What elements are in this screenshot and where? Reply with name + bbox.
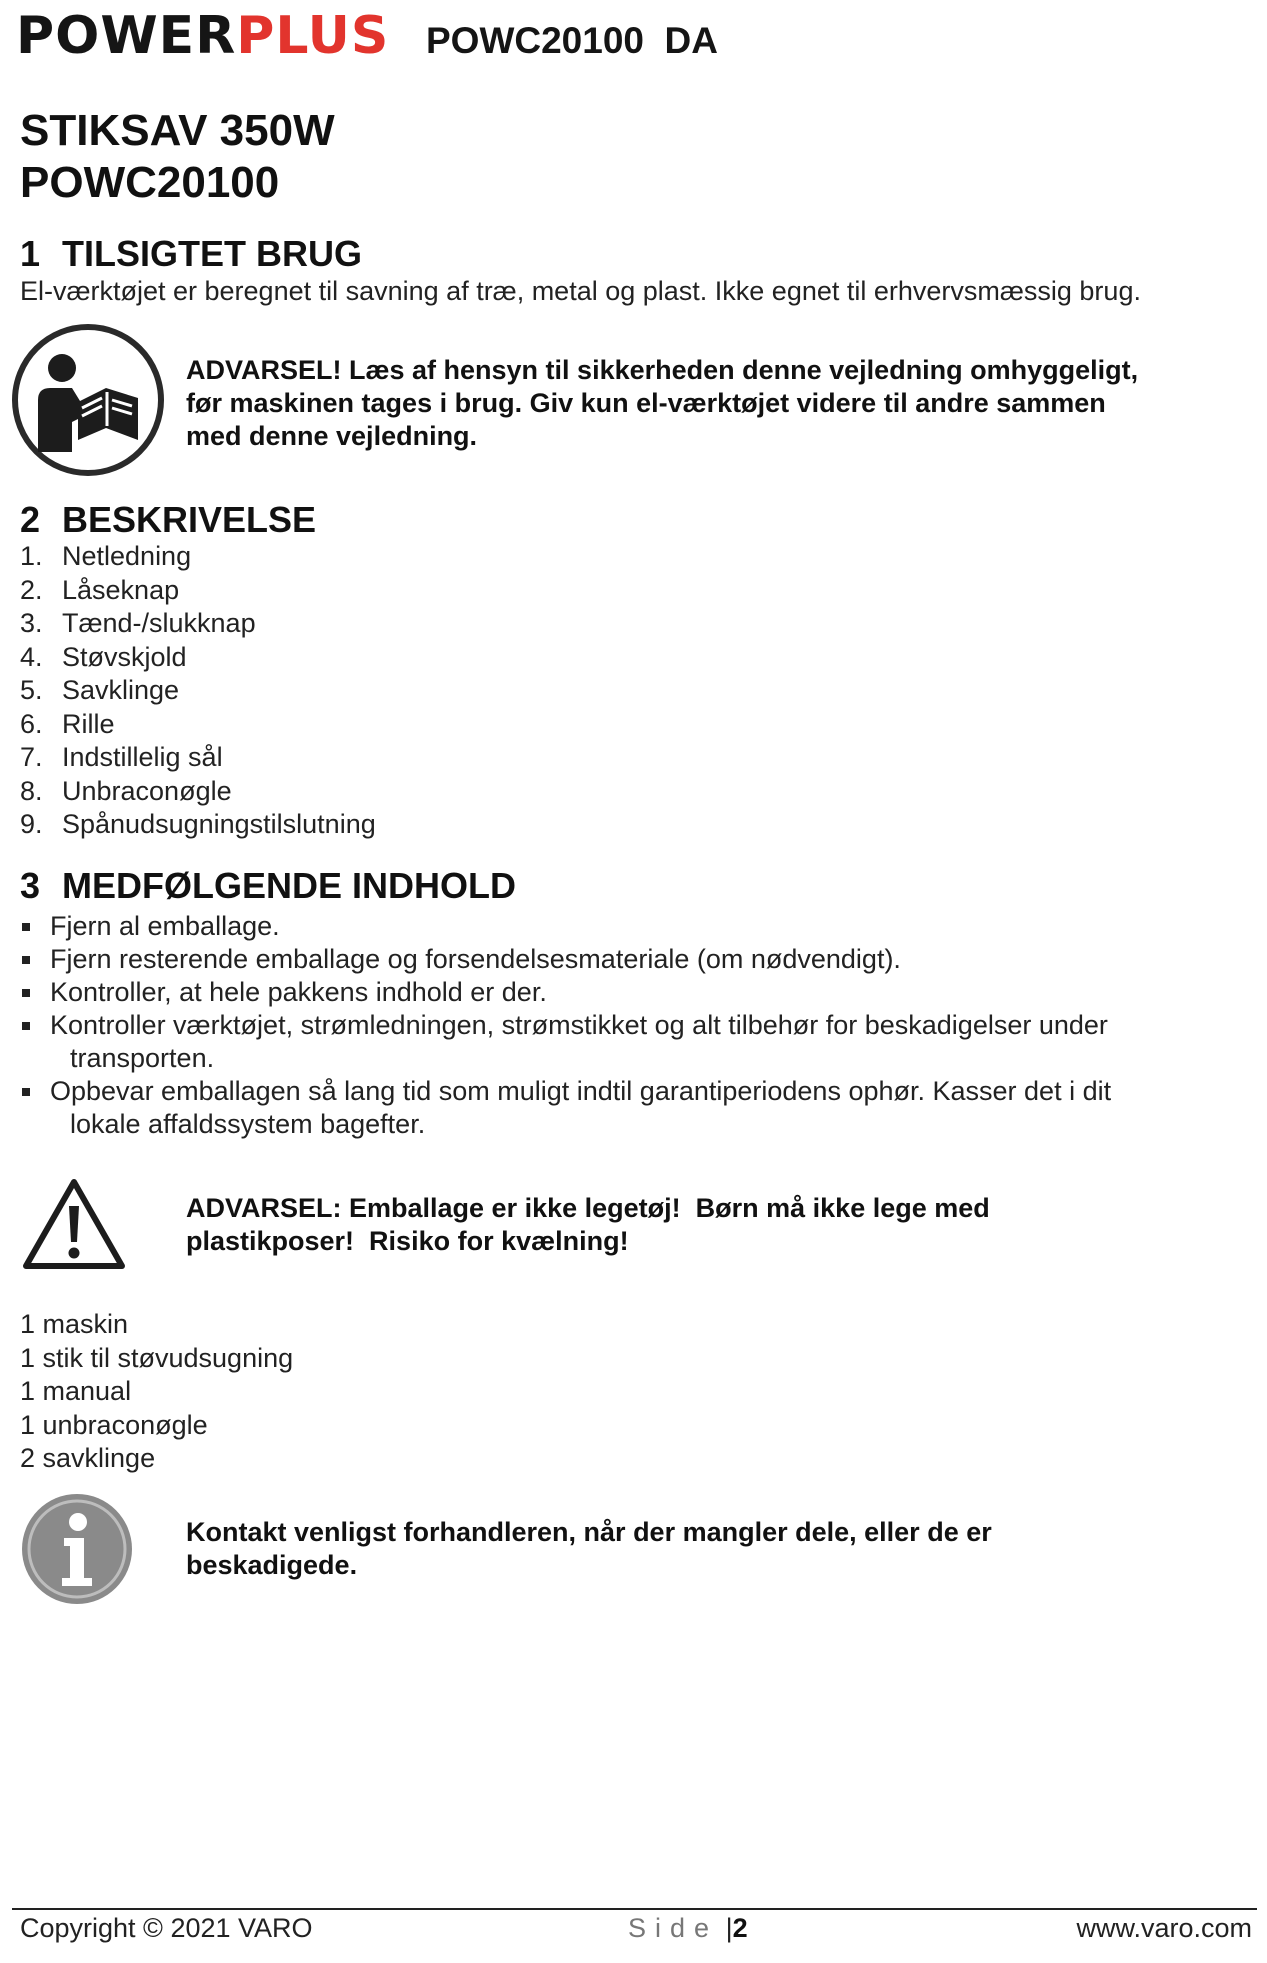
section-3-title: MEDFØLGENDE INDHOLD bbox=[62, 865, 516, 906]
missing-parts-line1: Kontakt venligst forhandleren, når der mangler dele, eller de er bbox=[186, 1517, 992, 1547]
list-item: 7. Indstillelig sål bbox=[20, 742, 223, 772]
footer-separator: | bbox=[725, 1913, 733, 1943]
list-item: Opbevar emballagen så lang tid som muligt indtil garantiperiodens ophør. Kasser det i dit lokale affaldssystem bagefter. bbox=[20, 1075, 1240, 1141]
brand-logo-power: POWER bbox=[16, 6, 237, 66]
section-2-heading bbox=[20, 500, 316, 540]
section-3-number: 3 bbox=[20, 865, 41, 906]
list-item: 1 unbraconøgle bbox=[20, 1409, 208, 1440]
list-item: Kontroller værktøjet, strømledningen, strømstikket og alt tilbehør for beskadigelser under transporten. bbox=[20, 1009, 1240, 1075]
document-title bbox=[20, 105, 335, 209]
section-1-heading bbox=[20, 234, 362, 274]
info-icon bbox=[20, 1492, 134, 1606]
document-title-line2: POWC20100 bbox=[20, 158, 280, 207]
brand-logo-plus: PLUS bbox=[236, 6, 390, 66]
footer-side-label: Side bbox=[628, 1913, 719, 1943]
footer-copyright: Copyright © 2021 VARO bbox=[20, 1913, 313, 1943]
intended-use-text: El-værktøjet er beregnet til savning af træ, metal og plast. Ikke egnet til erhvervsmæssig brug. bbox=[20, 276, 1141, 306]
list-item: Fjern al emballage. bbox=[20, 910, 1240, 943]
list-item: 2 savklinge bbox=[20, 1443, 156, 1473]
list-item: 1 maskin bbox=[20, 1309, 129, 1339]
warning-triangle-icon bbox=[20, 1176, 128, 1272]
list-item: 3. Tænd-/slukknap bbox=[20, 608, 256, 638]
packaging-warning-line1: ADVARSEL: Emballage er ikke legetøj! Børn må ikke lege med bbox=[186, 1193, 990, 1223]
footer-divider bbox=[12, 1908, 1257, 1910]
unpacking-bullet-list bbox=[20, 910, 1240, 1141]
list-item: Kontroller, at hele pakkens indhold er der. bbox=[20, 976, 1240, 1009]
footer-page-number: 2 bbox=[732, 1913, 748, 1943]
packaging-warning-text bbox=[186, 1192, 990, 1258]
description-list bbox=[20, 540, 376, 842]
footer-website: www.varo.com bbox=[1076, 1913, 1252, 1943]
list-item: 4. Støvskjold bbox=[20, 641, 187, 672]
footer-page-indicator bbox=[628, 1913, 748, 1944]
read-manual-icon bbox=[10, 322, 166, 478]
list-item: 1 stik til støvudsugning bbox=[20, 1342, 294, 1373]
missing-parts-line2: beskadigede. bbox=[186, 1550, 358, 1580]
document-title-line1: STIKSAV 350W bbox=[20, 106, 335, 155]
list-item: 5. Savklinge bbox=[20, 675, 180, 705]
safety-warning-text bbox=[186, 354, 1138, 453]
list-item: 1. Netledning bbox=[20, 541, 192, 571]
section-2-title: BESKRIVELSE bbox=[62, 499, 317, 540]
section-1-number: 1 bbox=[20, 233, 41, 274]
model-language-tag: POWC20100 DA bbox=[426, 20, 718, 61]
section-3-heading bbox=[20, 866, 516, 906]
section-1-title: TILSIGTET BRUG bbox=[62, 233, 362, 274]
safety-warning-line1: ADVARSEL! Læs af hensyn til sikkerheden denne vejledning omhyggeligt, bbox=[186, 355, 1139, 385]
safety-warning-line2: før maskinen tages i brug. Giv kun el-værktøjet videre til andre sammen bbox=[186, 388, 1106, 418]
packaging-warning-line2: plastikposer! Risiko for kvælning! bbox=[186, 1226, 629, 1256]
brand-logo bbox=[16, 2, 390, 66]
list-item: 2. Låseknap bbox=[20, 574, 180, 605]
safety-warning-line3: med denne vejledning. bbox=[186, 421, 478, 451]
list-item: 1 manual bbox=[20, 1376, 132, 1406]
list-item: 9. Spånudsugningstilslutning bbox=[20, 809, 376, 839]
list-item: 6. Rille bbox=[20, 708, 115, 739]
list-item: Fjern resterende emballage og forsendelsesmateriale (om nødvendigt). bbox=[20, 943, 1240, 976]
section-2-number: 2 bbox=[20, 499, 41, 540]
package-contents-list bbox=[20, 1308, 293, 1476]
missing-parts-note bbox=[186, 1516, 992, 1582]
list-item: 8. Unbraconøgle bbox=[20, 775, 232, 806]
